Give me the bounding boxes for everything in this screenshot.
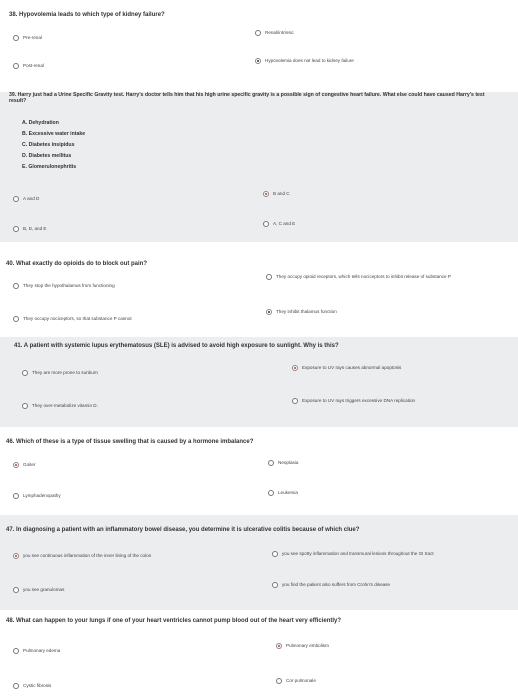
q46-option-goiter[interactable]: Goiter xyxy=(13,462,36,468)
radio-button[interactable] xyxy=(266,274,272,280)
q47-option-spotty-inflammation[interactable]: you see spotty inflammation and transmural lesions throughout the GI tract xyxy=(272,551,434,557)
radio-button-selected[interactable] xyxy=(276,643,282,649)
question-39-block xyxy=(0,92,518,242)
radio-button[interactable] xyxy=(13,316,19,322)
q39-option-b-and-c[interactable]: B and C xyxy=(263,191,290,197)
question-40-text: 40. What exactly do opioids do to block out pain? xyxy=(6,261,148,267)
radio-button[interactable] xyxy=(272,551,278,557)
q38-option-renal-intrinsic[interactable]: Renal/intrinsic xyxy=(255,30,294,36)
q46-option-leukemia[interactable]: Leukemia xyxy=(268,490,298,496)
q39-choice-c: C. Diabetes insipidus xyxy=(22,142,75,148)
q40-option-occupy-nociceptors[interactable]: They occupy nociceptors, so that substance P cannot xyxy=(13,316,132,322)
q48-option-pulmonary-edema[interactable]: Pulmonary edema xyxy=(13,648,60,654)
q38-option-postrenal[interactable]: Post-renal xyxy=(13,63,44,69)
q38-option-prerenal[interactable]: Pre-renal xyxy=(13,35,42,41)
radio-button-selected[interactable] xyxy=(266,309,272,315)
radio-button[interactable] xyxy=(272,582,278,588)
q47-option-continuous-inflammation[interactable]: you see continuous inflammation of the inner lining of the colon xyxy=(13,553,151,559)
q39-choice-d: D. Diabetes mellitus xyxy=(22,153,72,159)
q41-option-sunburn[interactable]: They are more prone to sunburn xyxy=(22,370,98,376)
q39-choice-e: E. Glomerulonephritis xyxy=(22,164,77,170)
q41-option-abnormal-apoptosis[interactable]: Exposure to UV rays causes abnormal apoptosis xyxy=(292,365,401,371)
question-48-block xyxy=(0,612,518,700)
radio-button[interactable] xyxy=(13,35,19,41)
radio-button[interactable] xyxy=(13,648,19,654)
radio-button-selected[interactable] xyxy=(292,365,298,371)
radio-button[interactable] xyxy=(13,683,19,689)
question-47-text: 47. In diagnosing a patient with an inflammatory bowel disease, you determine it is ulcerative colitis because of which clue? xyxy=(6,527,360,533)
radio-button[interactable] xyxy=(22,370,28,376)
radio-button[interactable] xyxy=(13,587,19,593)
question-41-block xyxy=(0,337,518,427)
question-41-text: 41. A patient with systemic lupus erythematosus (SLE) is advised to avoid high exposure to sunlight. Why is this? xyxy=(14,343,339,349)
radio-button[interactable] xyxy=(22,403,28,409)
q41-option-vitamin-d[interactable]: They over-metabolize vitamin D. xyxy=(22,403,98,409)
radio-button-selected[interactable] xyxy=(13,462,19,468)
radio-button[interactable] xyxy=(268,490,274,496)
radio-button[interactable] xyxy=(263,221,269,227)
question-38-text: 38. Hypovolemia leads to which type of kidney failure? xyxy=(9,12,165,18)
radio-button[interactable] xyxy=(292,398,298,404)
q40-option-occupy-opioid-receptors[interactable]: They occupy opioid receptors, which tells nociceptors to inhibit release of substance P xyxy=(266,274,486,280)
question-47-block xyxy=(0,515,518,610)
radio-button-selected[interactable] xyxy=(13,553,19,559)
q48-option-cystic-fibrosis[interactable]: Cystic fibrosis xyxy=(13,683,51,689)
q46-option-neoplasia[interactable]: Neoplasia xyxy=(268,460,298,466)
radio-button[interactable] xyxy=(13,283,19,289)
question-39-text: 39. Harry just had a Urine Specific Gravity test. Harry's doctor tells him that his high urine specific gravity is a possible sign of congestive heart failure. What else could have caused Harry's test result? xyxy=(9,92,485,105)
q46-option-lymphadenopathy[interactable]: Lymphadenopathy xyxy=(13,493,61,499)
radio-button[interactable] xyxy=(276,678,282,684)
q39-choice-b: B. Excessive water intake xyxy=(22,131,86,137)
radio-button[interactable] xyxy=(255,30,261,36)
q48-option-pulmonary-embolism[interactable]: Pulmonary embolism xyxy=(276,643,329,649)
q39-option-b-d-and-e[interactable]: B, D, and E xyxy=(13,226,47,232)
q39-option-a-and-d[interactable]: A and D xyxy=(13,196,39,202)
radio-button[interactable] xyxy=(13,63,19,69)
question-40-block xyxy=(0,256,518,330)
q38-option-no-kidney-failure[interactable]: Hypovolemia does not lead to kidney failure xyxy=(255,58,354,64)
q40-option-stop-hypothalamus[interactable]: They stop the hypothalamus from functioning xyxy=(13,283,115,289)
q48-option-cor-pulmonale[interactable]: Cor pulmonale xyxy=(276,678,316,684)
radio-button[interactable] xyxy=(13,226,19,232)
radio-button[interactable] xyxy=(268,460,274,466)
q41-option-dna-replication[interactable]: Exposure to UV rays triggers excessive DNA replication xyxy=(292,398,415,404)
q47-option-crohns[interactable]: you find the patient also suffers from Crohn's disease xyxy=(272,582,390,588)
q39-choice-a: A. Dehydration xyxy=(22,120,59,126)
q39-option-a-c-and-e[interactable]: A, C and E xyxy=(263,221,295,227)
question-38-block xyxy=(0,0,518,90)
radio-button-selected[interactable] xyxy=(263,191,269,197)
q47-option-granulomas[interactable]: you see granulomas xyxy=(13,587,64,593)
radio-button[interactable] xyxy=(13,493,19,499)
question-46-text: 46. Which of these is a type of tissue swelling that is caused by a hormone imbalance? xyxy=(6,439,254,445)
radio-button-selected[interactable] xyxy=(255,58,261,64)
question-46-block xyxy=(0,432,518,512)
q40-option-inhibit-thalamus[interactable]: They inhibit thalamus function xyxy=(266,309,337,315)
radio-button[interactable] xyxy=(13,196,19,202)
question-48-text: 48. What can happen to your lungs if one of your heart ventricles cannot pump blood out of the heart very efficiently? xyxy=(6,618,342,624)
